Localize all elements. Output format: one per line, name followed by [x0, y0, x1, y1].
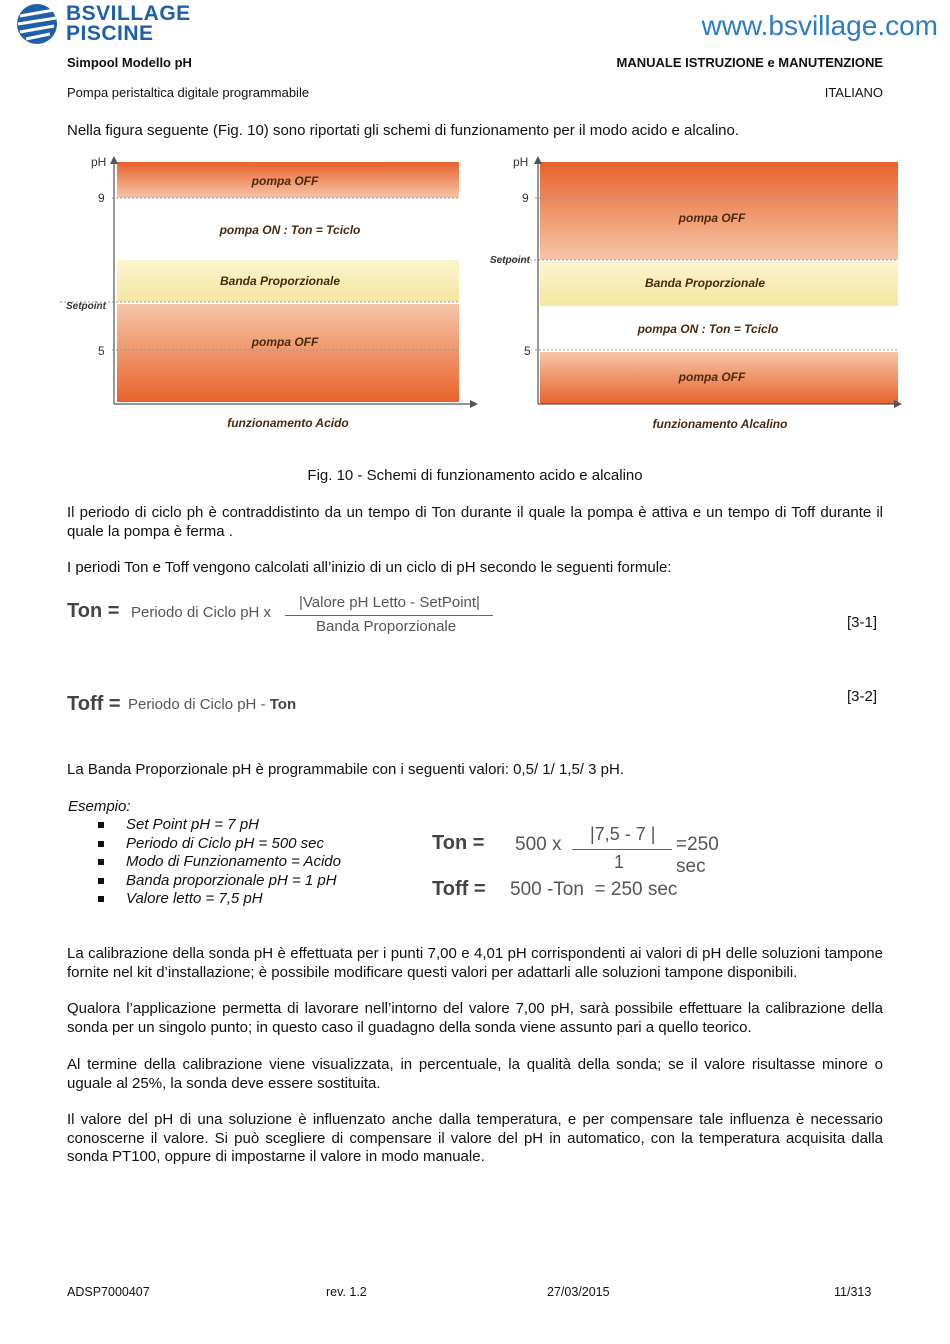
formula-ton: [67, 594, 883, 654]
calibration-paragraph: La calibrazione della sonda pH è effettuata per i punti 7,00 e 4,01 pH corrispondenti ai valori di pH delle soluzioni tampone fornite nel kit d’installazione; è possibile modificare questi valori per adattarli alle soluzioni tampone disponibili.: [67, 945, 883, 981]
acid-top-off-label: pompa OFF: [251, 174, 319, 188]
language-label: ITALIANO: [824, 85, 883, 100]
logo-text-line2: PISCINE: [66, 22, 154, 45]
list-item: Set Point pH = 7 pH: [68, 816, 428, 835]
list-item: Modo di Funzionamento = Acido: [68, 853, 428, 872]
formula-toff-ref: [3-2]: [846, 688, 877, 705]
formula-toff: [67, 686, 883, 720]
footer-page-number: 11/313: [834, 1285, 872, 1299]
example-calculation: [430, 822, 730, 906]
formula-ton-numerator: |Valore pH Letto - SetPoint|: [299, 594, 480, 611]
formula-ton-fraction-line: [285, 615, 493, 616]
example-ton-fraction-line: [572, 849, 672, 850]
logo-icon: [12, 2, 62, 46]
acid-caption: funzionamento Acido: [227, 416, 349, 430]
logo-text-line1: BSVILLAGE: [66, 2, 191, 25]
formula-ton-denominator: Banda Proporzionale: [316, 618, 457, 635]
example-toff-rhs: 500 -Ton = 250 sec: [510, 879, 678, 900]
alkaline-ph-axis-label: pH: [513, 155, 529, 169]
acid-prop-label: Banda Proporzionale: [219, 274, 341, 288]
acid-setpoint-label: Setpoint: [66, 301, 106, 312]
formula-ton-lhs: Ton =: [67, 600, 120, 622]
formula-ton-ref: [3-1]: [846, 614, 877, 631]
alkaline-mode-diagram: [490, 155, 902, 431]
logo: [12, 2, 62, 46]
alkaline-on-label: pompa ON : Ton = Tciclo: [637, 322, 779, 336]
formula-ton-factor: Periodo di Ciclo pH x: [131, 604, 272, 621]
footer-date: 27/03/2015: [547, 1285, 610, 1299]
formula-toff-lhs: Toff =: [67, 693, 121, 715]
alkaline-prop-label: Banda Proporzionale: [644, 276, 766, 290]
acid-mode-diagram: [60, 155, 478, 430]
example-ton-lhs: Ton =: [432, 832, 485, 854]
footer-doc-code: ADSP7000407: [67, 1285, 150, 1299]
alkaline-caption: funzionamento Alcalino: [652, 417, 788, 431]
alkaline-top-off-label: pompa OFF: [678, 211, 746, 225]
operating-modes-diagram: [60, 152, 910, 442]
acid-ph-axis-label: pH: [91, 155, 107, 169]
example-list: [68, 816, 428, 909]
example-ton-denominator: 1: [614, 852, 625, 872]
example-title: Esempio:: [68, 798, 131, 815]
probe-quality-paragraph: Al termine della calibrazione viene visualizzata, in percentuale, la qualità della sonda; se il valore risultasse minore o uguale al 25%, la sonda deve essere sostituita.: [67, 1056, 883, 1092]
example-ton-factor: 500 x: [515, 834, 562, 855]
acid-on-label: pompa ON : Ton = Tciclo: [219, 223, 361, 237]
list-item: Valore letto = 7,5 pH: [68, 890, 428, 909]
product-name: Simpool Modello pH: [67, 55, 192, 70]
temperature-paragraph: Il valore del pH di una soluzione è influenzato anche dalla temperatura, e per compensare tale influenza è necessario conoscerne il valore. Si può scegliere di compensare il valore del pH in automatico, con la temperatura acquisita dalla sonda PT100, oppure di impostarne il valore in modo manuale.: [67, 1111, 883, 1165]
formulas-intro-paragraph: I periodi Ton e Toff vengono calcolati all’inizio di un ciclo di pH secondo le seguenti formule:: [67, 559, 672, 576]
product-subtitle: Pompa peristaltica digitale programmabile: [67, 85, 310, 100]
list-item: Banda proporzionale pH = 1 pH: [68, 872, 428, 891]
example-ton-numerator: |7,5 - 7 |: [590, 824, 656, 844]
figure-caption: Fig. 10 - Schemi di funzionamento acido e alcalino: [307, 467, 643, 484]
example-toff-lhs: Toff =: [432, 878, 486, 900]
list-item: Periodo di Ciclo pH = 500 sec: [68, 835, 428, 854]
alkaline-tick-9: 9: [522, 191, 529, 205]
proportional-band-paragraph: La Banda Proporzionale pH è programmabile con i seguenti valori: 0,5/ 1/ 1,5/ 3 pH.: [67, 761, 624, 778]
footer-revision: rev. 1.2: [326, 1285, 367, 1299]
website-url: www.bsvillage.com: [701, 10, 938, 41]
formula-toff-rhs: Periodo di Ciclo pH - Ton: [128, 696, 297, 713]
cycle-period-paragraph: Il periodo di ciclo ph è contraddistinto da un tempo di Ton durante il quale la pompa è attiva e un tempo di Toff durante il quale la pompa è ferma .: [67, 504, 883, 540]
acid-bottom-off-band: [117, 304, 459, 402]
alkaline-tick-5: 5: [524, 344, 531, 358]
example-ton-result: =250 sec: [676, 834, 719, 877]
alkaline-setpoint-label: Setpoint: [490, 255, 530, 266]
acid-tick-9: 9: [98, 191, 105, 205]
manual-title: MANUALE ISTRUZIONE e MANUTENZIONE: [616, 55, 883, 70]
single-point-paragraph: Qualora l’applicazione permetta di lavorare nell’intorno del valore 7,00 pH, sarà possibile effettuare la calibrazione della sonda per un singolo punto; in questo caso il guadagno della sonda viene assunto pari a quello teorico.: [67, 1000, 883, 1036]
acid-tick-5: 5: [98, 344, 105, 358]
intro-paragraph: Nella figura seguente (Fig. 10) sono riportati gli schemi di funzionamento per il modo acido e alcalino.: [67, 122, 740, 139]
acid-bottom-off-label: pompa OFF: [251, 335, 319, 349]
alkaline-bottom-off-label: pompa OFF: [678, 370, 746, 384]
